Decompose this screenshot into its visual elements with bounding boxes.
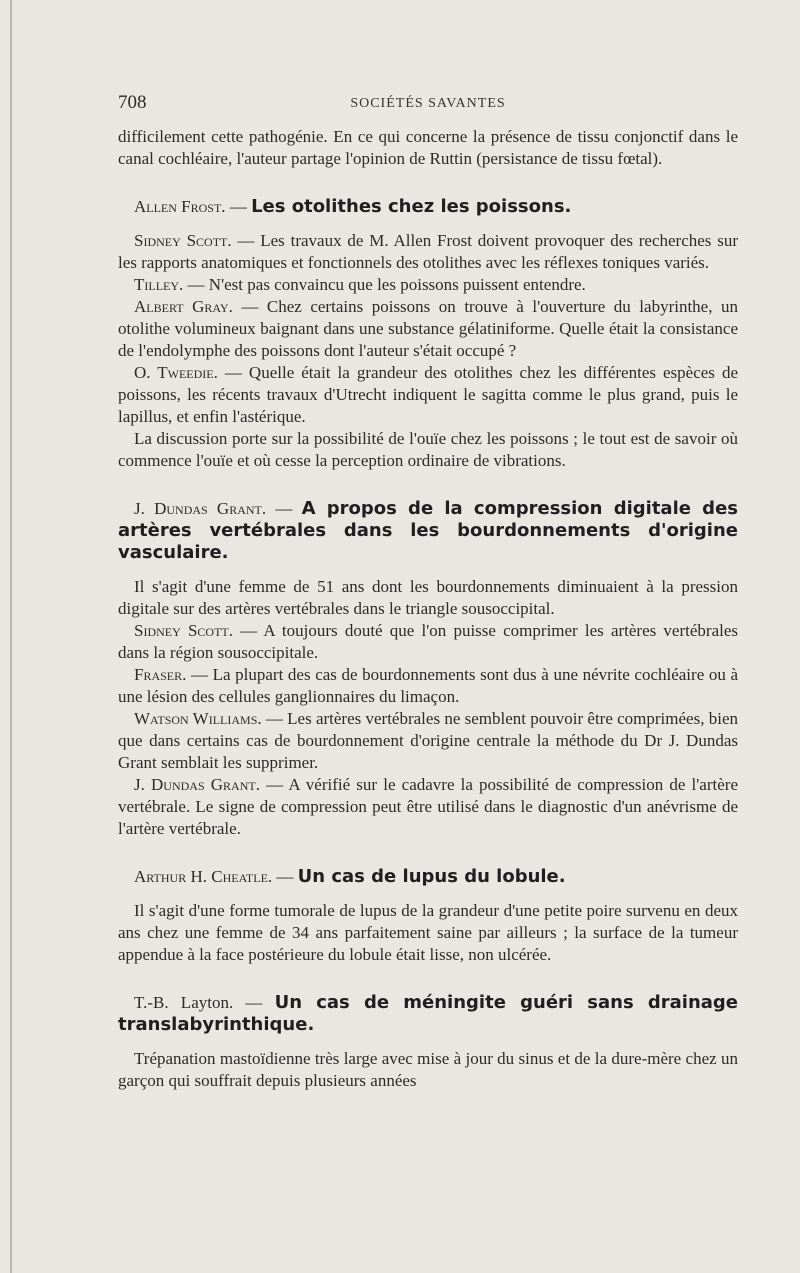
discussion-paragraph: Watson Williams. — Les artères vertébrales ne semblent pouvoir être comprimées, bien que dans certains cas de bourdonnement d'origine centrale la méthode du Dr J. Dundas Grant semblait les supprimer. bbox=[118, 709, 738, 772]
speaker-name: Fraser. bbox=[134, 665, 187, 684]
speaker-text: Chez certains poissons on trouve à l'ouverture du labyrinthe, un otolithe volumineux baignant dans une substance gélatiniforme. Quelle était la consistance de l'endolymphe des poissons dont l'auteur s'était occupé ? bbox=[118, 297, 738, 360]
discussion-paragraph: Albert Gray. — Chez certains poissons on trouve à l'ouverture du labyrinthe, un otolithe volumineux baignant dans une substance gélatiniforme. Quelle était la consistance de l'endolymphe des poissons dont l'auteur s'était occupé ? bbox=[118, 297, 738, 360]
section-title: Les otolithes chez les poissons. bbox=[251, 196, 572, 217]
section-title: A propos de la compression digitale des artères vertébrales dans les bourdonnements d'origine vasculaire. bbox=[118, 498, 738, 563]
paragraph-continuation: difficilement cette pathogénie. En ce qui concerne la présence de tissu conjonctif dans le canal cochléaire, l'auteur partage l'opinion de Ruttin (persistance de tissu fœtal). bbox=[118, 127, 738, 168]
speaker-name: J. Dundas Grant. bbox=[134, 775, 260, 794]
section-author: J. Dundas Grant. bbox=[134, 499, 267, 518]
speaker-name: Watson Williams. bbox=[134, 709, 262, 728]
speaker-text: A vérifié sur le cadavre la possibilité de compression de l'artère vertébrale. Le signe de compression peut être utilisé dans le diagnostic d'un anévrisme de l'artère vertébrale. bbox=[118, 775, 738, 838]
section-title: Un cas de méningite guéri sans drainage translabyrinthique. bbox=[118, 992, 739, 1035]
case-paragraph: Il s'agit d'une forme tumorale de lupus de la grandeur d'une petite poire survenu en deux ans chez une femme de 34 ans parfaitement saine par ailleurs ; la surface de la tumeur appendue à la face postérieure du lobule était lisse, non ulcérée. bbox=[118, 901, 738, 964]
page-header bbox=[118, 92, 738, 116]
page-binding-edge bbox=[10, 0, 12, 1273]
speaker-name: Albert Gray. bbox=[134, 297, 233, 316]
section-heading-compression: J. Dundas Grant. — A propos de la compression digitale des artères vertébrales dans les bourdonnements d'origine vasculaire. bbox=[118, 498, 738, 563]
speaker-text: Les travaux de M. Allen Frost doivent provoquer des recherches sur les rapports anatomiques et fonctionnels des otolithes avec les réflexes toniques variés. bbox=[118, 231, 738, 272]
section-author: Arthur H. Cheatle. bbox=[134, 867, 273, 886]
speaker-text: A toujours douté que l'on puisse comprimer les artères vertébrales dans la région sousoccipitale. bbox=[118, 621, 738, 662]
case-paragraph: Trépanation mastoïdienne très large avec mise à jour du sinus et de la dure-mère chez un garçon qui souffrait depuis plusieurs années bbox=[118, 1049, 738, 1090]
speaker-name: Tilley. bbox=[134, 275, 184, 294]
speaker-text: Quelle était la grandeur des otolithes chez les différentes espèces de poissons, les récents travaux d'Utrecht indiquent le sagitta comme le plus grand, puis le lapillus, et enfin l'astérique. bbox=[118, 363, 738, 426]
discussion-paragraph: Sidney Scott. — A toujours douté que l'on puisse comprimer les artères vertébrales dans la région sousoccipitale. bbox=[118, 621, 738, 662]
section-author: T.-B. Layton. bbox=[134, 993, 234, 1012]
discussion-paragraph: Tilley. — N'est pas convaincu que les poissons puissent entendre. bbox=[134, 275, 586, 294]
speaker-text: N'est pas convaincu que les poissons puissent entendre. bbox=[208, 275, 586, 294]
section-heading-otolithes bbox=[118, 196, 738, 218]
running-title: SOCIÉTÉS SAVANTES bbox=[350, 96, 506, 111]
section-heading-meningite: T.-B. Layton. — Un cas de méningite guéri sans drainage translabyrinthique. bbox=[118, 992, 739, 1035]
speaker-text: Les artères vertébrales ne semblent pouvoir être comprimées, bien que dans certains cas de bourdonnement d'origine centrale la méthode du Dr J. Dundas Grant semblait les supprimer. bbox=[118, 709, 738, 772]
case-paragraph: Il s'agit d'une femme de 51 ans dont les bourdonnements diminuaient à la pression digitale sur des artères vertébrales dans le triangle sousoccipital. bbox=[118, 577, 738, 618]
speaker-name: Sidney Scott. bbox=[134, 231, 232, 250]
article-body bbox=[118, 126, 738, 1092]
speaker-text: La plupart des cas de bourdonnements sont dus à une névrite cochléaire ou à une lésion des cellules ganglionnaires du limaçon. bbox=[118, 665, 739, 706]
discussion-summary: La discussion porte sur la possibilité de l'ouïe chez les poissons ; le tout est de savoir où commence l'ouïe et où cesse la perception ordinaire de vibrations. bbox=[118, 429, 738, 470]
section-title: Un cas de lupus du lobule. bbox=[297, 866, 566, 887]
discussion-paragraph: J. Dundas Grant. — A vérifié sur le cadavre la possibilité de compression de l'artère vertébrale. Le signe de compression peut être utilisé dans le diagnostic d'un anévrisme de l'artère vertébrale. bbox=[118, 775, 738, 838]
section-author: Allen Frost. bbox=[134, 197, 226, 216]
discussion-paragraph: O. Tweedie. — Quelle était la grandeur des otolithes chez les différentes espèces de poissons, les récents travaux d'Utrecht indiquent le sagitta comme le plus grand, puis le lapillus, et enfin l'astérique. bbox=[118, 363, 738, 426]
discussion-paragraph: Sidney Scott. — Les travaux de M. Allen Frost doivent provoquer des recherches sur les rapports anatomiques et fonctionnels des otolithes avec les réflexes toniques variés. bbox=[118, 231, 738, 272]
section-heading-lupus: Arthur H. Cheatle. — Un cas de lupus du lobule. bbox=[134, 866, 566, 887]
discussion-paragraph: Fraser. — La plupart des cas de bourdonnements sont dus à une névrite cochléaire ou à une lésion des cellules ganglionnaires du limaçon. bbox=[118, 665, 739, 706]
speaker-name: O. Tweedie. bbox=[134, 363, 218, 382]
dash: — bbox=[225, 197, 252, 216]
speaker-name: Sidney Scott. bbox=[134, 621, 233, 640]
page-number: 708 bbox=[118, 92, 147, 113]
